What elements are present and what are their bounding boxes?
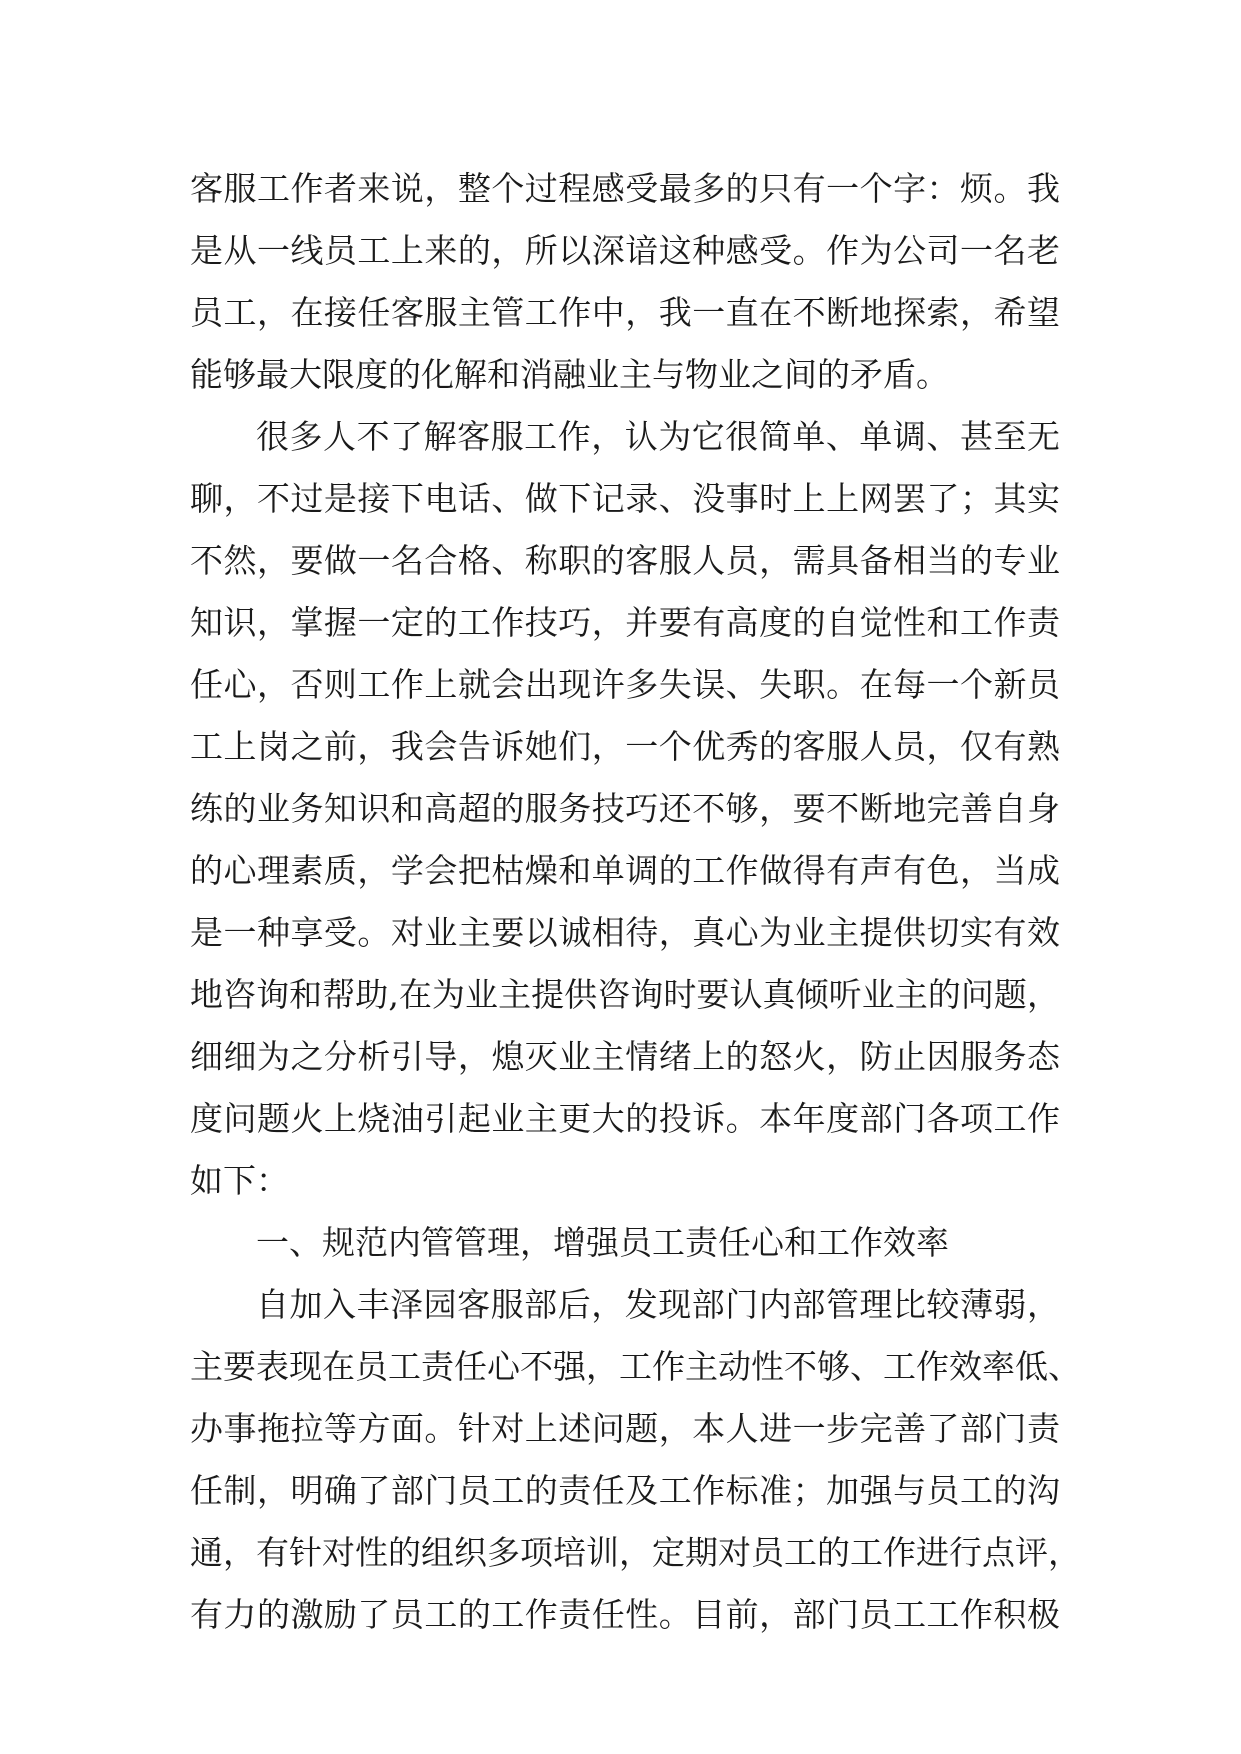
text-line: 的心理素质，学会把枯燥和单调的工作做得有声有色，当成 [190, 851, 1060, 890]
text-line: 练的业务知识和高超的服务技巧还不够，要不断地完善自身 [190, 789, 1060, 828]
text-line: 任制，明确了部门员工的责任及工作标准；加强与员工的沟 [190, 1471, 1060, 1510]
text-line: 能够最大限度的化解和消融业主与物业之间的矛盾。 [190, 355, 949, 394]
text-line: 是一种享受。对业主要以诚相待，真心为业主提供切实有效 [190, 913, 1060, 952]
text-line: 不然，要做一名合格、称职的客服人员，需具备相当的专业 [190, 541, 1060, 580]
body-text [190, 158, 1081, 1646]
text-line: 一、规范内管管理，增强员工责任心和工作效率 [256, 1223, 949, 1262]
text-line: 客服工作者来说，整个过程感受最多的只有一个字：烦。我 [190, 169, 1060, 208]
text-line: 办事拖拉等方面。针对上述问题，本人进一步完善了部门责 [190, 1409, 1060, 1448]
text-line: 如下： [190, 1161, 289, 1200]
text-line: 地咨询和帮助,在为业主提供咨询时要认真倾听业主的问题， [190, 975, 1060, 1014]
text-line: 通，有针对性的组织多项培训，定期对员工的工作进行点评， [190, 1533, 1081, 1572]
text-line: 工上岗之前，我会告诉她们，一个优秀的客服人员，仅有熟 [190, 727, 1060, 766]
text-line: 度问题火上烧油引起业主更大的投诉。本年度部门各项工作 [190, 1099, 1060, 1138]
text-line: 知识，掌握一定的工作技巧，并要有高度的自觉性和工作责 [190, 603, 1060, 642]
text-line: 任心，否则工作上就会出现许多失误、失职。在每一个新员 [190, 665, 1060, 704]
text-line: 有力的激励了员工的工作责任性。目前，部门员工工作积极 [190, 1595, 1060, 1634]
text-line: 员工，在接任客服主管工作中，我一直在不断地探索，希望 [190, 293, 1060, 332]
text-line: 是从一线员工上来的，所以深谙这种感受。作为公司一名老 [190, 231, 1060, 270]
text-line: 聊，不过是接下电话、做下记录、没事时上上网罢了；其实 [190, 479, 1060, 518]
text-line: 自加入丰泽园客服部后，发现部门内部管理比较薄弱， [256, 1285, 1060, 1324]
text-line: 很多人不了解客服工作，认为它很简单、单调、甚至无 [256, 417, 1060, 456]
text-line: 主要表现在员工责任心不强，工作主动性不够、工作效率低、 [190, 1347, 1081, 1386]
text-line: 细细为之分析引导，熄灭业主情绪上的怒火，防止因服务态 [190, 1037, 1060, 1076]
